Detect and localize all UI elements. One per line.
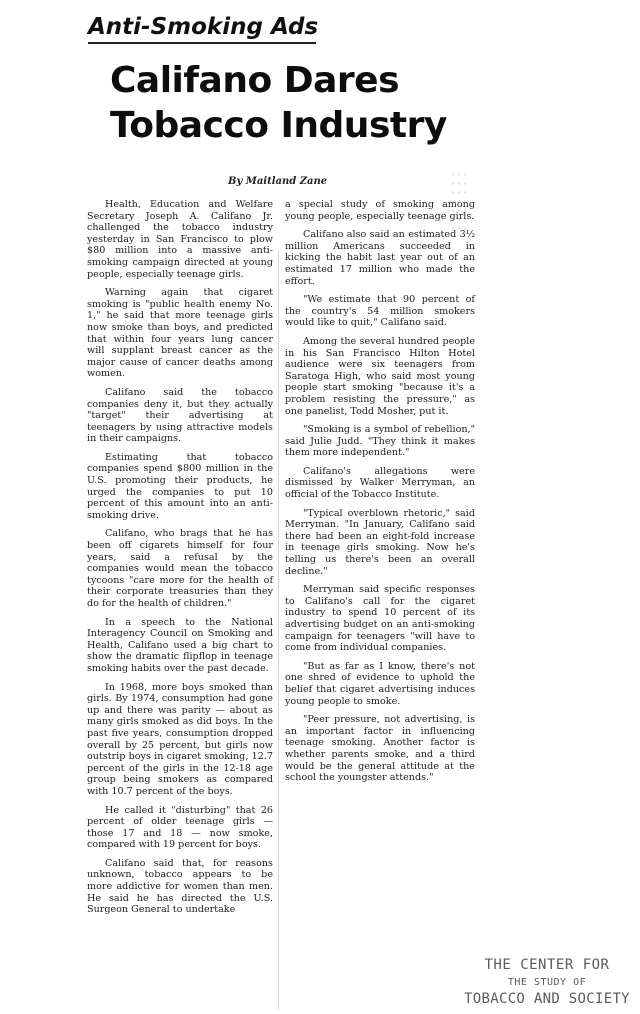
paragraph: Califano, who brags that he has been off cigarets himself for four years, said a refusal by the companies would mean the tobacco tycoons "care more for the health of their corporate treasuries than they do for the health of children." — [87, 528, 273, 609]
paragraph: Califano's allegations were dismissed by Walker Merryman, an official of the Tobacco Institute. — [285, 465, 475, 501]
paragraph: "Peer pressure, not advertising, is an important factor in influencing teenage smoking. Another factor is whether parents smoke, and a third would be the general attitude at the school the youngster attends." — [285, 714, 475, 784]
watermark-line: TOBACCO AND SOCIETY — [464, 991, 630, 1007]
paragraph: Merryman said specific responses to Califano's call for the cigaret industry to spend 10 percent of its advertising budget on an anti-smoking campaign for teenagers "will have to come from individual companies. — [285, 584, 475, 654]
paragraph: Califano also said an estimated 3½ million Americans succeeded in kicking the habit last year out of an estimated 17 million who made the effort. — [285, 229, 475, 287]
paragraph: "Smoking is a symbol of rebellion," said Julie Judd. "They think it makes them more independent." — [285, 424, 475, 459]
paragraph: He called it "disturbing" that 26 percent of older teenage girls — those 17 and 18 — now smoke, compared with 19 percent for boys. — [87, 804, 273, 851]
paragraph: "We estimate that 90 percent of the country's 54 million smokers would like to quit," Califano said. — [285, 294, 475, 329]
paragraph: Califano said the tobacco companies deny it, but they actually "target" their advertising at teenagers by using attractive models in their campaigns. — [87, 386, 273, 445]
watermark-line: THE STUDY OF — [507, 977, 587, 988]
paragraph: Estimating that tobacco companies spend $800 million in the U.S. promoting their products, he urged the companies to put 10 percent of this amount into an anti-smoking drive. — [87, 451, 273, 521]
left-column — [87, 199, 273, 916]
kicker-label: Anti-Smoking Ads — [88, 14, 316, 44]
paragraph: "Typical overblown rhetoric," said Merryman. "In January, Califano said there had been an eight-fold increase in teenage girls smoking. Now he's telling us there's been an overall decline." — [285, 507, 475, 577]
paragraph: a special study of smoking among young people, especially teenage girls. — [285, 199, 475, 222]
paragraph: Warning again that cigaret smoking is "public health enemy No. 1," he said that more teenage girls now smoke than boys, and predicted that within four years lung cancer will supplant breast cancer as the major cause of cancer deaths among women. — [87, 287, 273, 380]
right-column — [285, 199, 475, 791]
byline: By Maitland Zane — [228, 176, 328, 187]
paragraph: Among the several hundred people in his San Francisco Hilton Hotel audience were six teenagers from Saratoga High, who said most young people start smoking "because it's a problem resisting the pressure," as one panelist, Todd Mosher, put it. — [285, 335, 475, 417]
headline: Califano Dares Tobacco Industry — [110, 60, 447, 146]
archive-watermark — [458, 957, 636, 1008]
paragraph: "But as far as I know, there's not one shred of evidence to uphold the belief that cigaret advertising induces young people to smoke. — [285, 660, 475, 707]
watermark-line: THE CENTER FOR — [484, 957, 610, 973]
paragraph: Health, Education and Welfare Secretary Joseph A. Califano Jr. challenged the tobacco industry yesterday in San Francisco to plow $80 million into a massive anti-smoking campaign directed at young people, especially teenage girls. — [87, 199, 273, 280]
column-divider — [278, 250, 279, 1010]
paragraph: Califano said that, for reasons unknown, tobacco appears to be more addictive for women than men. He said he has directed the U.S. Surgeon General to undertake — [87, 857, 273, 916]
paragraph: In a speech to the National Interagency Council on Smoking and Health, Califano used a big chart to show the dramatic flipflop in teenage smoking habits over the past decade. — [87, 616, 273, 674]
paragraph: In 1968, more boys smoked than girls. By 1974, consumption had gone up and there was parity — about as many girls smoked as did boys. In the past five years, consumption dropped overall by 25 percent, but girls now outstrip boys in cigaret smoking, 12.7 percent of the girls in the 12-18 age group being smokers as compared with 10.7 percent of the boys. — [87, 681, 273, 797]
